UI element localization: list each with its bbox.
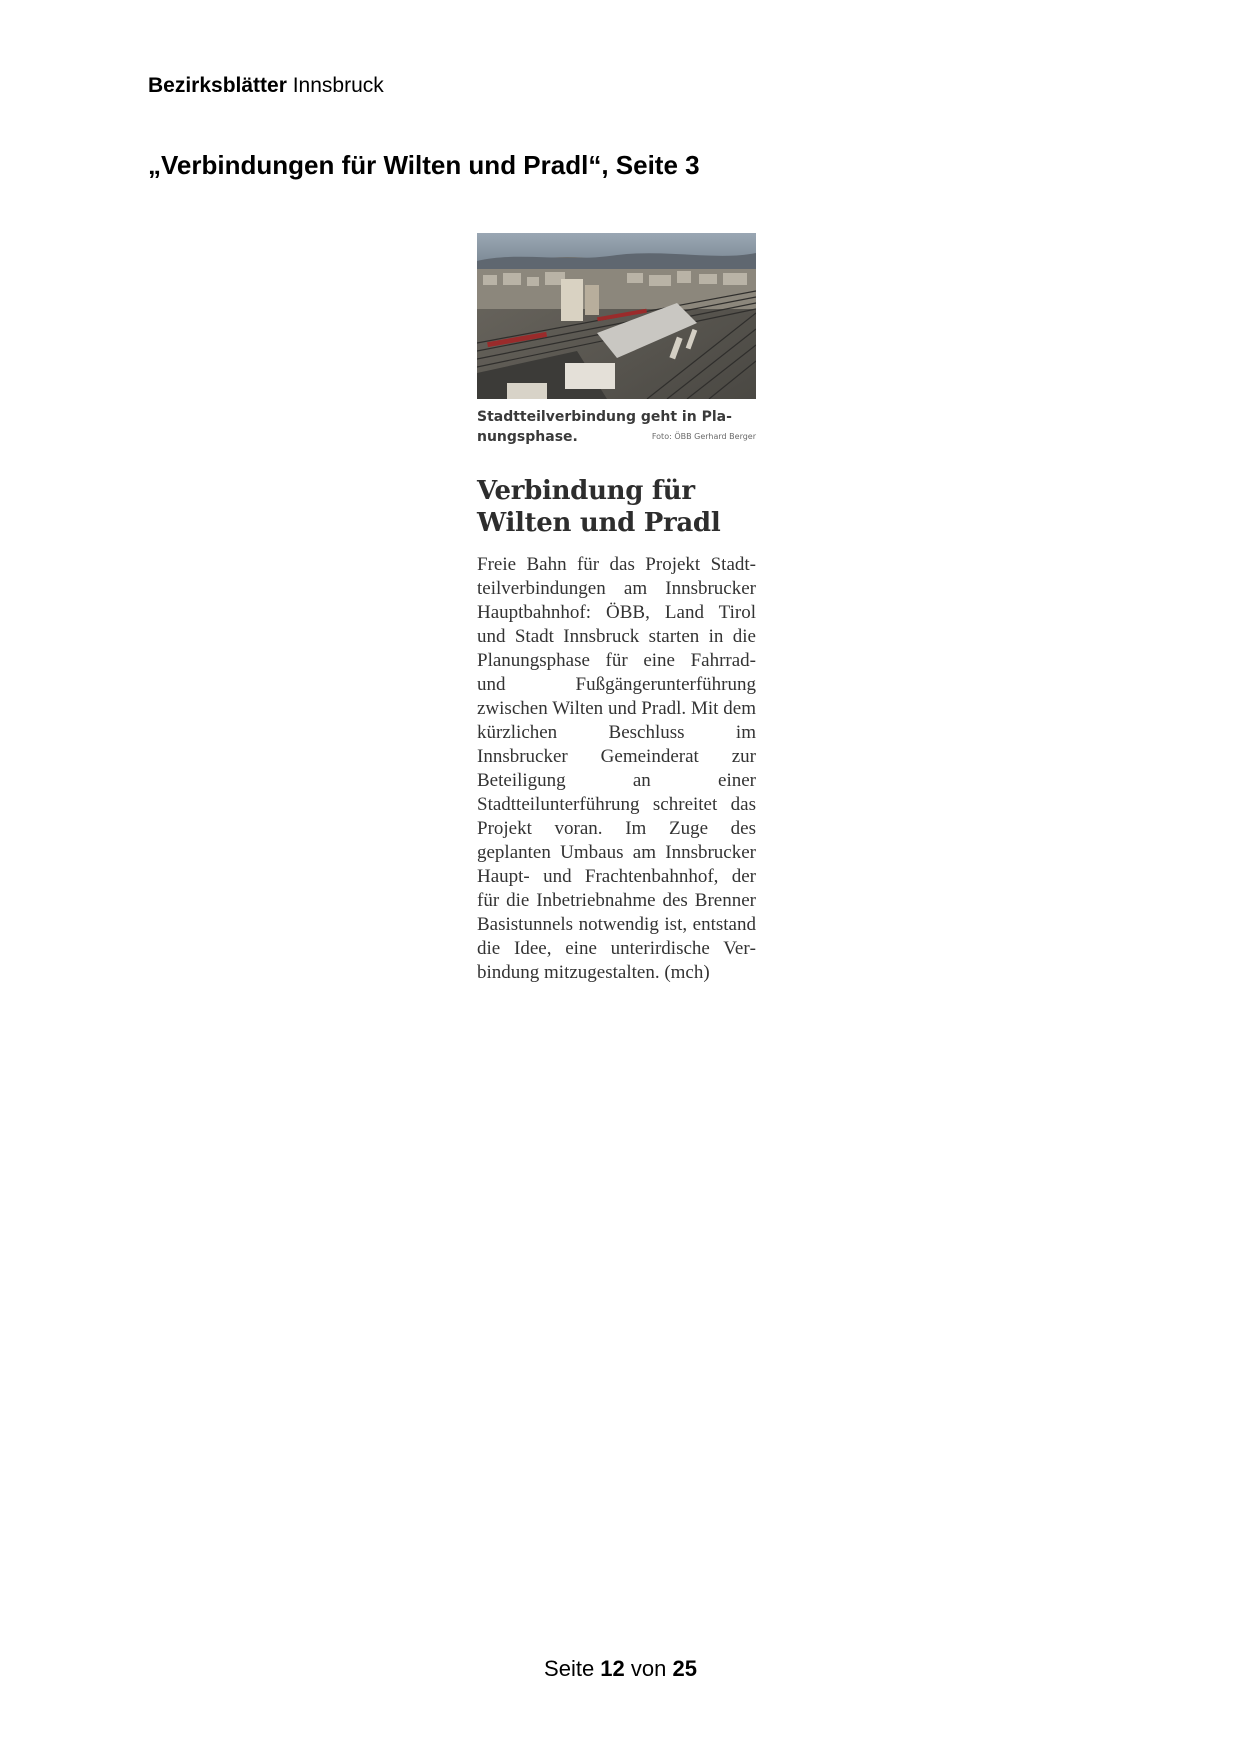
footer-page-total: 25 xyxy=(672,1656,697,1681)
publication-location: Innsbruck xyxy=(286,74,384,97)
article-headline xyxy=(477,475,756,539)
headline-line-1: Verbindung für xyxy=(477,476,695,506)
photo-caption xyxy=(477,407,756,453)
footer-page-number: 12 xyxy=(600,1656,625,1681)
footer-prefix: Seite xyxy=(544,1656,601,1681)
railway-station-photo xyxy=(477,233,756,399)
page-footer xyxy=(0,1656,1241,1682)
photo-credit: Foto: ÖBB Gerhard Berger xyxy=(651,432,756,441)
caption-text: Stadtteilverbindung geht in Pla- nungsphase. xyxy=(477,409,732,445)
newspaper-clipping xyxy=(477,233,756,985)
publication-name xyxy=(148,72,384,100)
footer-middle: von xyxy=(624,1656,673,1681)
headline-line-2: Wilten und Pradl xyxy=(477,508,721,538)
publication-brand: Bezirksblätter xyxy=(148,74,287,97)
article-body: Freie Bahn für das Projekt Stadtteilverbindungen am Innsbrucker Hauptbahnhof: ÖBB, Land Tirol und Stadt Innsbruck starten in die Planungsphase für eine Fahrrad- und Fußgängerunterführung zwischen Wilten und Pradl. Mit dem kürzlichen Beschluss im Innsbrucker Gemeinderat zur Beteiligung an einer Stadtteilunterführung schreitet das Projekt voran. Im Zuge des geplanten Umbaus am Innsbrucker Haupt- und Frachtenbahnhof, der für die Inbetriebnahme des Brenner Basistunnels notwendig ist, entstand die Idee, eine unterirdische Verbindung mitzugestalten. (mch) xyxy=(477,554,756,983)
document-title: „Verbindungen für Wilten und Pradl“, Seite 3 xyxy=(148,150,700,180)
